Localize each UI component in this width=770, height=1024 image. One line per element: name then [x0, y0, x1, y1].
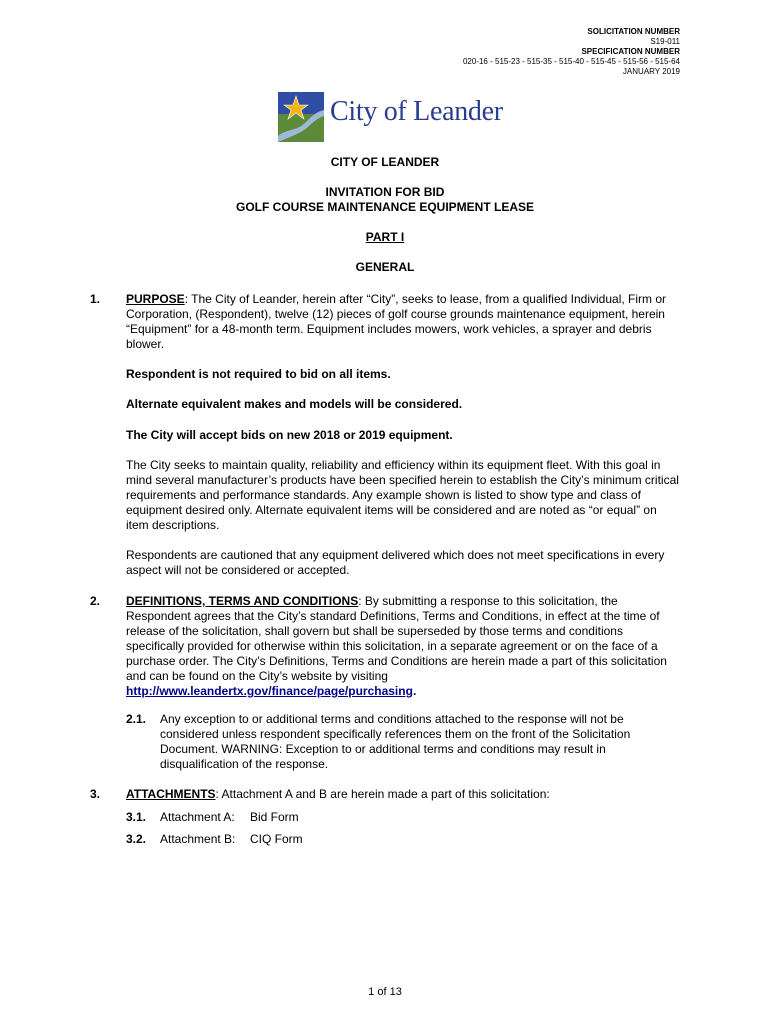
section-2-link-after: .	[412, 684, 417, 698]
attachment-b-value: CIQ Form	[250, 832, 303, 846]
specification-label: SPECIFICATION NUMBER	[581, 47, 680, 56]
city-logo	[278, 92, 503, 142]
attachment-b-label: Attachment B:	[160, 832, 236, 846]
section-3-heading: ATTACHMENTS	[126, 787, 216, 801]
solicitation-label: SOLICITATION NUMBER	[587, 27, 680, 36]
header-block	[463, 27, 680, 77]
part-title: PART I	[365, 230, 405, 244]
document-date: JANUARY 2019	[622, 67, 680, 76]
section-2-number: 2.	[90, 594, 101, 608]
section-2-heading: DEFINITIONS, TERMS AND CONDITIONS	[126, 594, 359, 608]
attachment-a-value: Bid Form	[250, 810, 299, 824]
section-2-1-number: 2.1.	[126, 712, 147, 726]
section-3-number: 3.	[90, 787, 101, 801]
section-3-text: : Attachment A and B are herein made a part of this solicitation:	[215, 787, 550, 801]
attachment-a-number: 3.1.	[126, 810, 147, 824]
title-line2: GOLF COURSE MAINTENANCE EQUIPMENT LEASE	[235, 200, 534, 214]
section-2-definitions	[126, 594, 681, 699]
section-1-purpose	[126, 292, 681, 352]
specification-numbers: 020-16 - 515-23 - 515-35 - 515-40 - 515-45 - 515-56 - 515-64	[462, 57, 680, 66]
page-number: 1 of 13	[368, 986, 402, 998]
section-1-note2: Alternate equivalent makes and models will be considered.	[126, 397, 463, 411]
org-title: CITY OF LEANDER	[330, 155, 440, 169]
section-1-number: 1.	[90, 292, 101, 306]
section-title: GENERAL	[355, 260, 415, 274]
section-1-note1: Respondent is not required to bid on all items.	[126, 367, 391, 381]
section-1-para3: Respondents are cautioned that any equipment delivered which does not meet specifications in every aspect will not be considered or accepted.	[126, 548, 665, 577]
section-2-text: : By submitting a response to this solicitation, the Respondent agrees that the City’s standard Definitions, Terms and Conditions, in effect at the time of release of the solicitation, shall govern but shall be superseded by those terms and conditions specifically provided for otherwise within this solicitation, in a separate agreement or on the face of a purchase order. The City’s Definitions, Terms and Conditions are herein made a part of this solicitation and can be found on the City’s website by visiting	[126, 594, 667, 683]
section-3-attachments	[126, 787, 681, 802]
logo-emblem-icon	[278, 92, 324, 142]
logo-text: City of Leander	[330, 96, 503, 127]
section-1-heading: PURPOSE	[126, 292, 185, 306]
section-1-note3: The City will accept bids on new 2018 or 2019 equipment.	[126, 428, 453, 442]
attachment-a-label: Attachment A:	[160, 810, 235, 824]
section-1-para2: The City seeks to maintain quality, reliability and efficiency within its equipment fleet. With this goal in mind several manufacturer’s products have been specified herein to establish the City’s minimum critical requirements and performance standards. Any example shown is listed to show type and class of equipment desired only. Alternate equivalent items will be considered and are noted as “or equal” on item descriptions.	[126, 458, 679, 532]
purchasing-link[interactable]: http://www.leandertx.gov/finance/page/purchasing	[126, 684, 413, 698]
section-1-text: : The City of Leander, herein after “City”, seeks to lease, from a qualified Individual, Firm or Corporation, (Respondent), twelve (12) pieces of golf course grounds maintenance equipment, herein “Equipment” for a 48-month term. Equipment includes mowers, work vehicles, a sprayer and debris blower.	[126, 292, 667, 351]
section-2-1-text: Any exception to or additional terms and conditions attached to the response will not be considered unless respondent specifically references them on the front of the Solicitation Document. WARNING: Exception to or additional terms and conditions may result in disqualification of the response.	[160, 712, 631, 771]
title-line1: INVITATION FOR BID	[325, 185, 445, 199]
solicitation-number: S19-011	[650, 37, 680, 46]
attachment-b-number: 3.2.	[126, 832, 147, 846]
